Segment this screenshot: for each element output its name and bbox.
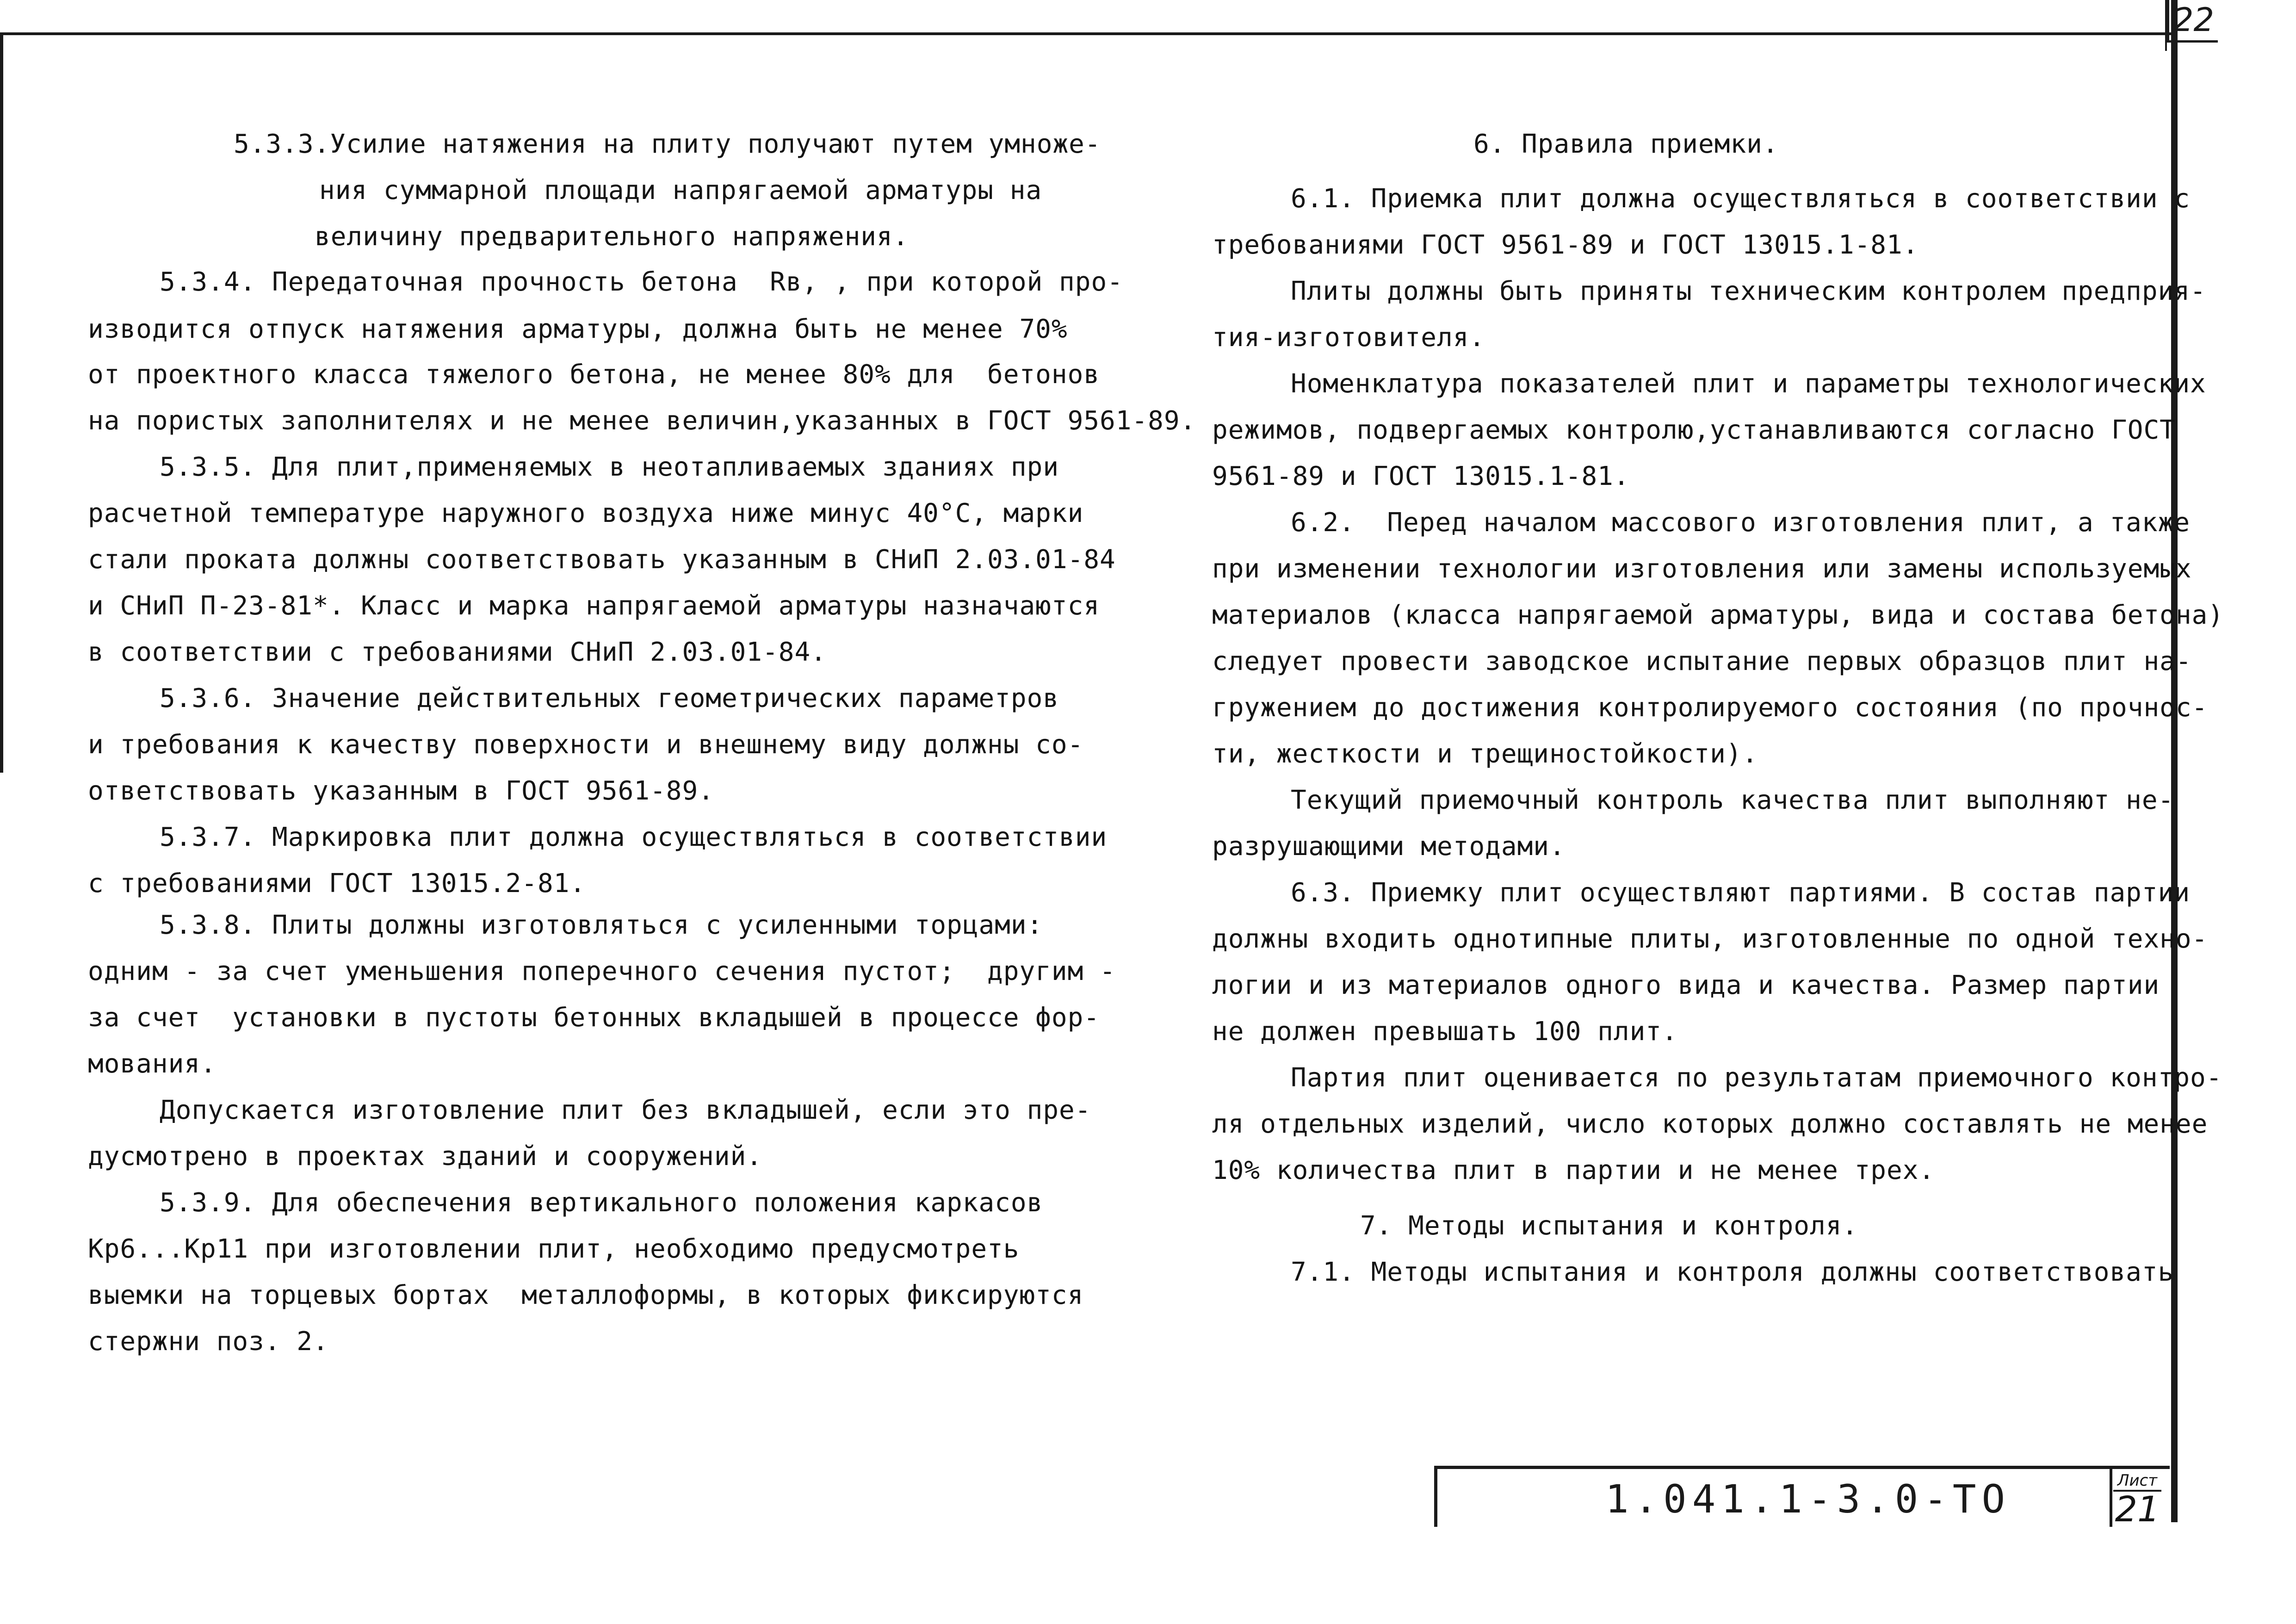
right-line-18: должны входить однотипные плиты, изготовленные по одной техно- [1212, 924, 2208, 954]
left-line-20: за счет установки в пустоты бетонных вкладышей в процессе фор- [88, 1003, 1100, 1033]
left-line-5: изводится отпуск натяжения арматуры, должна быть не менее 70% [88, 314, 1068, 344]
left-line-1: 5.3.3.Усилие натяжения на плиту получают путем умноже- [234, 129, 1101, 159]
frame-left-line [0, 32, 3, 773]
left-line-18: 5.3.8. Плиты должны изготовляться с усиленными торцами: [160, 910, 1043, 940]
left-line-11: и СНиП П-23-81*. Класс и марка напрягаемой арматуры назначаются [88, 591, 1100, 621]
right-line-12: следует провести заводское испытание первых образцов плит на- [1212, 646, 2192, 676]
left-line-6: от проектного класса тяжелого бетона, не менее 80% для бетонов [88, 360, 1100, 390]
right-line-7: режимов, подвергаемых контролю,устанавливаются согласно ГОСТ [1212, 415, 2176, 445]
right-line-16: разрушающими методами. [1212, 831, 1566, 862]
left-line-2: ния суммарной площади напрягаемой арматуры на [319, 175, 1042, 205]
right-line-17: 6.3. Приемку плит осуществляют партиями. В состав партии [1291, 878, 2191, 908]
left-line-4: 5.3.4. Передаточная прочность бетона Rв, , при которой про- [160, 267, 1123, 297]
right-line-6: Номенклатура показателей плит и параметры технологических [1291, 369, 2206, 399]
right-line-25: 7.1. Методы испытания и контроля должны соответствовать [1291, 1257, 2174, 1287]
right-line-23: 10% количества плит в партии и не менее трех. [1212, 1155, 1935, 1185]
right-line-3: требованиями ГОСТ 9561-89 и ГОСТ 13015.1-81. [1212, 230, 1919, 260]
left-line-17: с требованиями ГОСТ 13015.2-81. [88, 868, 586, 899]
left-line-14: и требования к качеству поверхности и внешнему виду должны со- [88, 730, 1084, 760]
sheet-label: Лист [2113, 1471, 2161, 1492]
right-heading-7: 7. Методы испытания и контроля. [1360, 1211, 1858, 1241]
right-heading-6: 6. Правила приемки. [1473, 129, 1779, 159]
left-line-13: 5.3.6. Значение действительных геометрических параметров [160, 683, 1059, 713]
right-line-15: Текущий приемочный контроль качества плит выполняют не- [1291, 785, 2174, 815]
page-number-top: 22 [2167, 0, 2218, 43]
right-line-8: 9561-89 и ГОСТ 13015.1-81. [1212, 461, 1630, 491]
left-line-15: ответствовать указанным в ГОСТ 9561-89. [88, 776, 714, 806]
left-line-23: дусмотрено в проектах зданий и сооружений. [88, 1141, 763, 1172]
left-line-7: на пористых заполнителях и не менее величин,указанных в ГОСТ 9561-89. [88, 406, 1196, 436]
left-line-26: выемки на торцевых бортах металлоформы, в которых фиксируются [88, 1280, 1084, 1310]
right-line-11: материалов (класса напрягаемой арматуры, вида и состава бетона) [1212, 600, 2224, 630]
right-line-13: гружением до достижения контролируемого состояния (по прочнос- [1212, 693, 2208, 723]
left-line-10: стали проката должны соответствовать указанным в СНиП 2.03.01-84 [88, 545, 1116, 575]
left-line-19: одним - за счет уменьшения поперечного сечения пустот; другим - [88, 956, 1116, 986]
left-line-25: Кр6...Кр11 при изготовлении плит, необходимо предусмотреть [88, 1234, 1020, 1264]
left-line-8: 5.3.5. Для плит,применяемых в неотапливаемых зданиях при [160, 452, 1059, 482]
left-line-24: 5.3.9. Для обеспечения вертикального положения каркасов [160, 1188, 1043, 1218]
sheet-number: 21 [2115, 1488, 2160, 1530]
frame-top-line [3, 32, 2177, 35]
left-line-12: в соответствии с требованиями СНиП 2.03.01-84. [88, 637, 827, 667]
right-line-22: ля отдельных изделий, число которых должно составлять не менее [1212, 1109, 2208, 1139]
left-line-27: стержни поз. 2. [88, 1326, 329, 1357]
right-line-9: 6.2. Перед началом массового изготовления плит, а также [1291, 508, 2191, 538]
right-line-14: ти, жесткости и трещиностойкости). [1212, 739, 1758, 769]
left-line-16: 5.3.7. Маркировка плит должна осуществляться в соответствии [160, 822, 1108, 852]
right-line-10: при изменении технологии изготовления или замены используемых [1212, 554, 2192, 584]
document-code: 1.041.1-3.0-ТО [1605, 1476, 2011, 1522]
right-line-4: Плиты должны быть приняты техническим контролем предприя- [1291, 276, 2206, 306]
left-line-21: мования. [88, 1049, 217, 1079]
left-line-9: расчетной температуре наружного воздуха ниже минус 40°С, марки [88, 498, 1084, 528]
right-line-19: логии и из материалов одного вида и качества. Размер партии [1212, 970, 2160, 1000]
left-line-3: величину предварительного напряжения. [315, 222, 909, 252]
right-line-21: Партия плит оценивается по результатам приемочного контро- [1291, 1063, 2222, 1093]
left-line-22: Допускается изготовление плит без вкладышей, если это пре- [160, 1095, 1091, 1125]
right-line-5: тия-изготовителя. [1212, 322, 1485, 353]
right-line-2: 6.1. Приемка плит должна осуществляться в соответствии с [1291, 184, 2191, 214]
right-line-20: не должен превышать 100 плит. [1212, 1017, 1678, 1047]
